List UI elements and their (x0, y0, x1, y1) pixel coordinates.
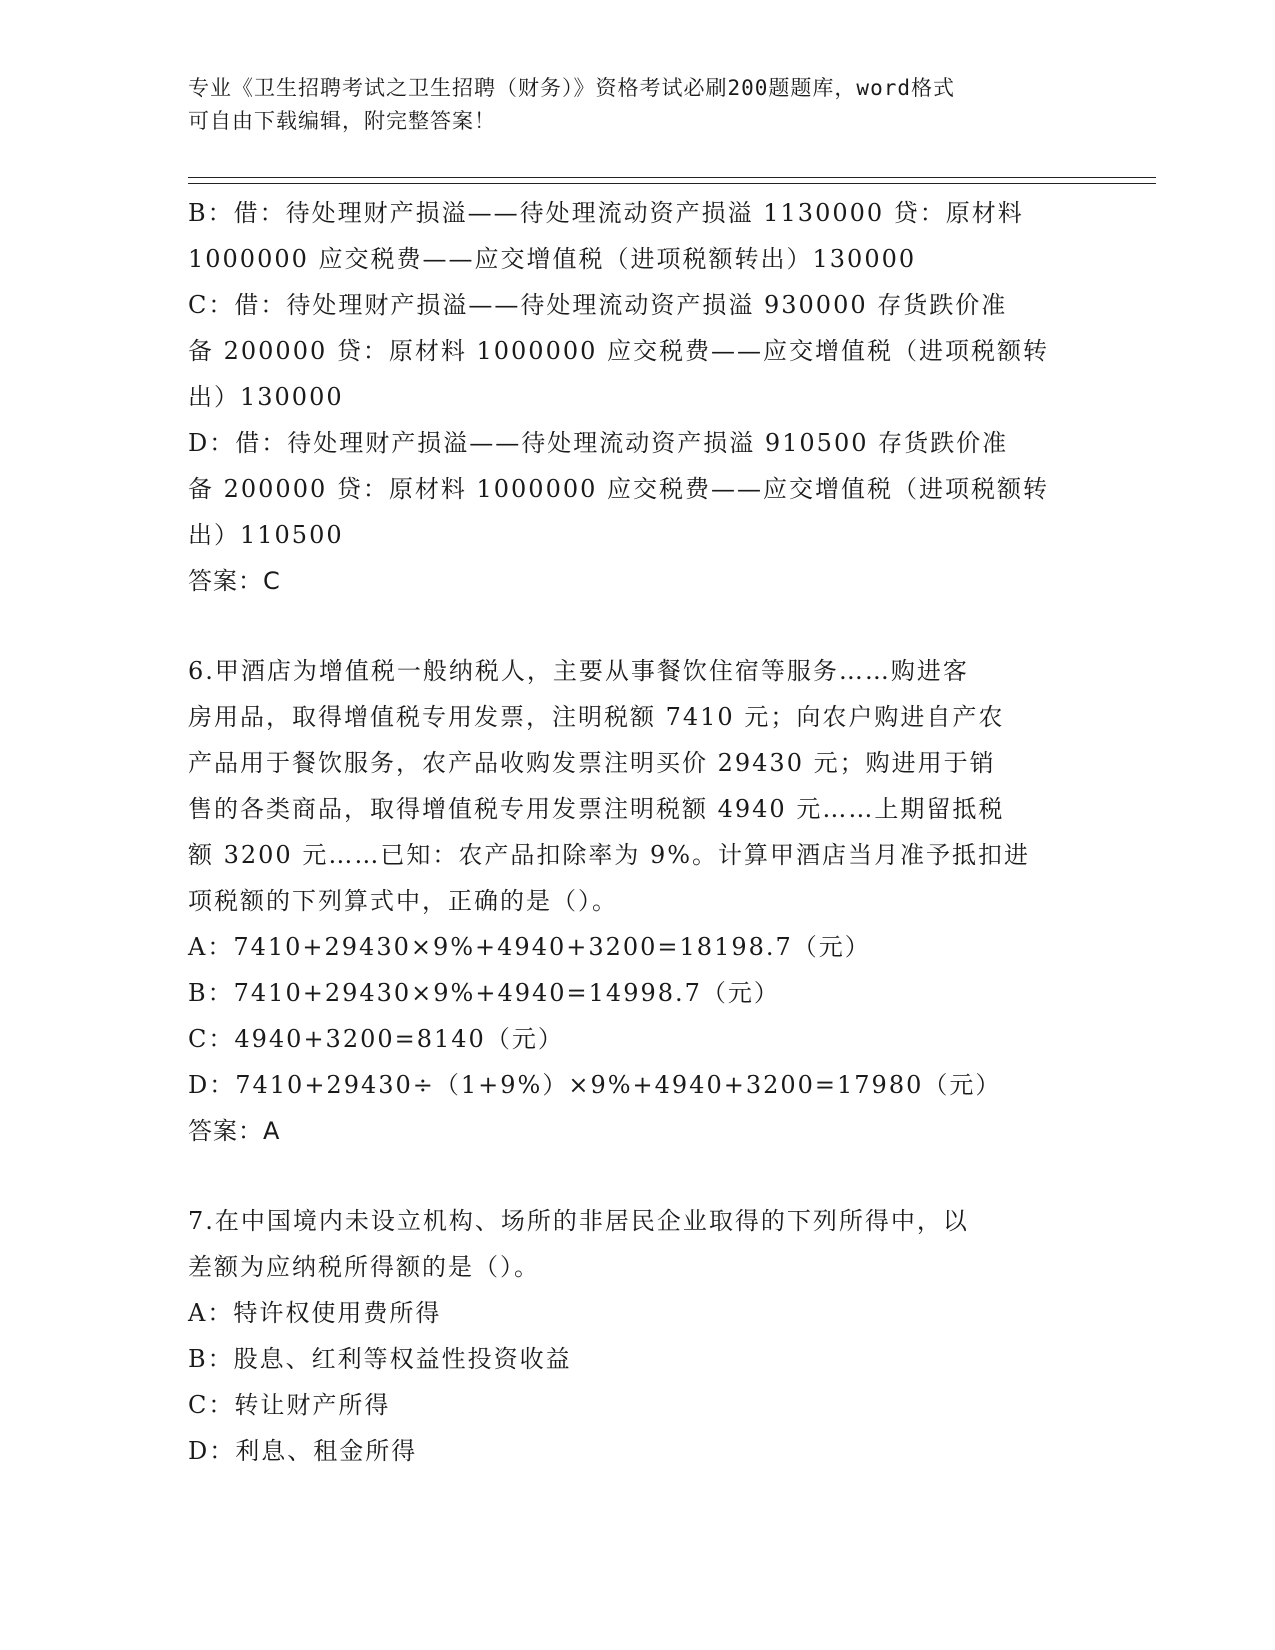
question-text-line: 6.甲酒店为增值税一般纳税人，主要从事餐饮住宿等服务……购进客 (188, 657, 969, 685)
option-text-line: D：借：待处理财产损溢——待处理流动资产损溢 910500 存货跌价准 (188, 429, 1009, 457)
question-text-line: 售的各类商品，取得增值税专用发票注明税额 4940 元……上期留抵税 (188, 795, 1005, 823)
question-7 (188, 1198, 1088, 1474)
q6-answer: 答案：A (188, 1117, 281, 1145)
option-text-line: 出）110500 (188, 521, 344, 549)
header-title-line-2: 可自由下载编辑，附完整答案！ (188, 109, 496, 133)
q6-stem (188, 648, 1088, 924)
document-header (188, 72, 1088, 138)
q5-option-b (188, 190, 1088, 282)
q6-option-c: C：4940+3200=8140（元） (188, 1025, 564, 1053)
q5-answer: 答案：C (188, 567, 281, 595)
q7-option-a: A：特许权使用费所得 (188, 1299, 442, 1327)
question-6 (188, 648, 1088, 1154)
option-text-line: 备 200000 贷：原材料 1000000 应交税费——应交增值税（进项税额转 (188, 337, 1050, 365)
option-text-line: 备 200000 贷：原材料 1000000 应交税费——应交增值税（进项税额转 (188, 475, 1050, 503)
q7-option-c: C：转让财产所得 (188, 1391, 391, 1419)
question-text-line: 额 3200 元……已知：农产品扣除率为 9%。计算甲酒店当月准予抵扣进 (188, 841, 1031, 869)
question-text-line: 差额为应纳税所得额的是（）。 (188, 1253, 540, 1281)
header-divider-top (188, 177, 1156, 178)
header-divider-bottom (188, 183, 1156, 184)
q6-option-a: A：7410+29430×9%+4940+3200=18198.7（元） (188, 933, 871, 961)
question-text-line: 项税额的下列算式中，正确的是（）。 (188, 887, 618, 915)
q5-option-d (188, 420, 1088, 558)
spacer (188, 604, 1088, 648)
q7-stem (188, 1198, 1088, 1290)
document-body (188, 190, 1088, 1474)
q7-option-b: B：股息、红利等权益性投资收益 (188, 1345, 572, 1373)
question-text-line: 7.在中国境内未设立机构、场所的非居民企业取得的下列所得中，以 (188, 1207, 969, 1235)
option-text-line: C：借：待处理财产损溢——待处理流动资产损溢 930000 存货跌价准 (188, 291, 1008, 319)
header-title-line-1: 专业《卫生招聘考试之卫生招聘（财务）》资格考试必刷200题题库，word格式 (188, 76, 955, 100)
q5-option-c (188, 282, 1088, 420)
q6-option-b: B：7410+29430×9%+4940=14998.7（元） (188, 979, 780, 1007)
question-text-line: 产品用于餐饮服务，农产品收购发票注明买价 29430 元；购进用于销 (188, 749, 996, 777)
option-text-line: 出）130000 (188, 383, 344, 411)
spacer (188, 1154, 1088, 1198)
option-text-line: B：借：待处理财产损溢——待处理流动资产损溢 1130000 贷：原材料 (188, 199, 1024, 227)
q7-option-d: D：利息、租金所得 (188, 1437, 418, 1465)
option-text-line: 1000000 应交税费——应交增值税（进项税额转出）130000 (188, 245, 917, 273)
question-5 (188, 190, 1088, 604)
q6-option-d: D：7410+29430÷（1+9%）×9%+4940+3200=17980（元） (188, 1071, 1002, 1099)
question-text-line: 房用品，取得增值税专用发票，注明税额 7410 元；向农户购进自产农 (188, 703, 1005, 731)
